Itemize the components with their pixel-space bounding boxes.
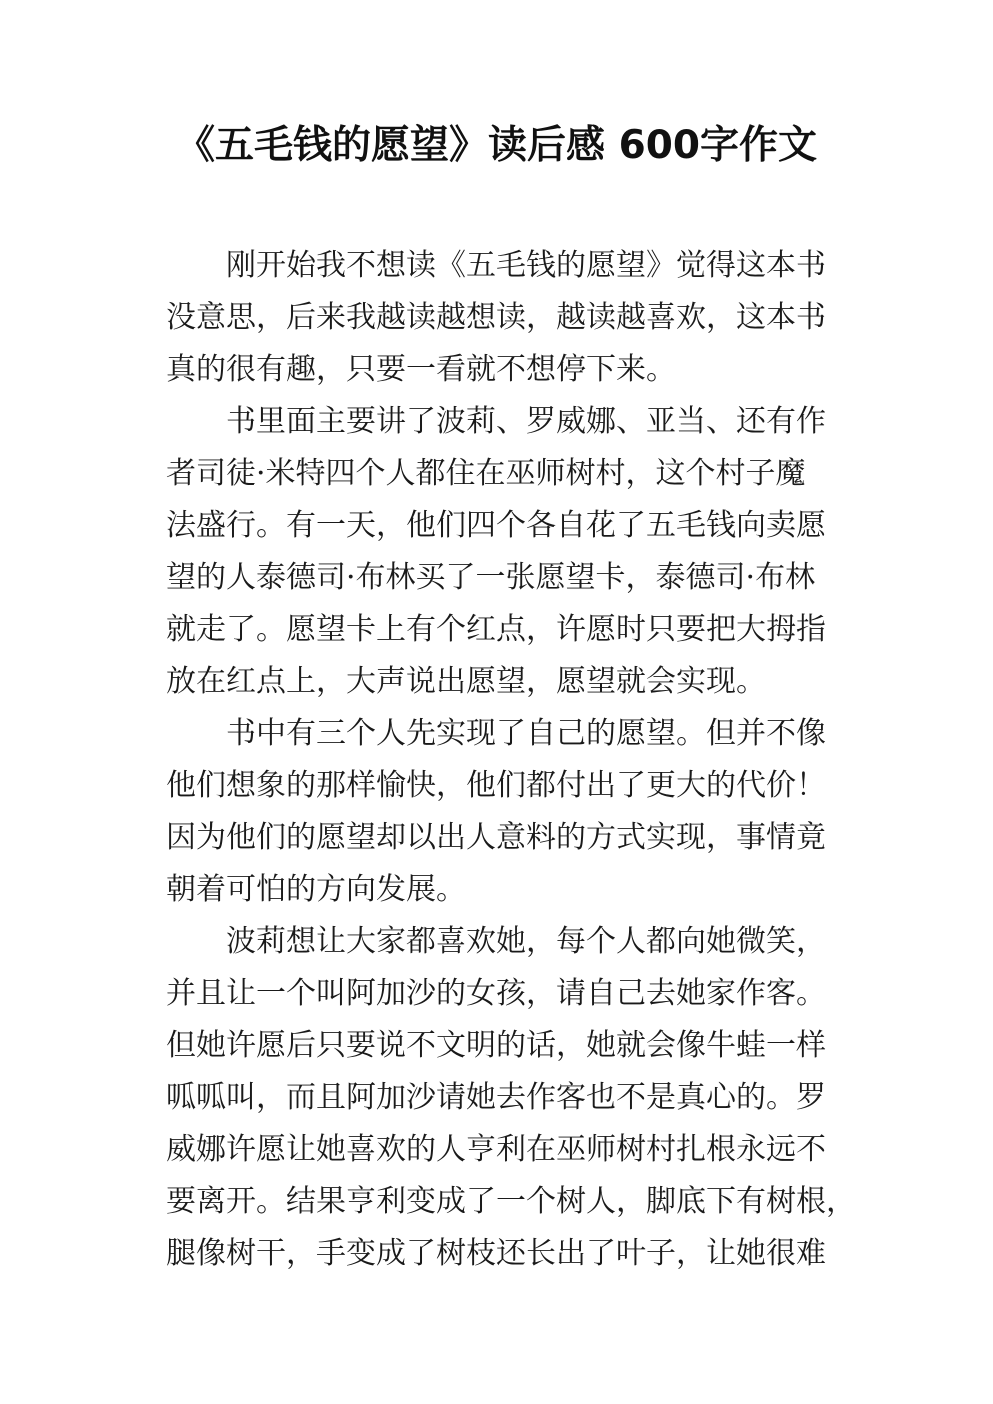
paragraph-line: 望的人泰德司·布林买了一张愿望卡，泰德司·布林 bbox=[166, 560, 816, 595]
paragraph-line: 要离开。结果亨利变成了一个树人，脚底下有树根， bbox=[166, 1184, 856, 1219]
paragraph-line: 刚开始我不想读《五毛钱的愿望》觉得这本书 bbox=[226, 248, 826, 283]
paragraph-line: 因为他们的愿望却以出人意料的方式实现，事情竟 bbox=[166, 820, 826, 855]
paragraph-line: 书中有三个人先实现了自己的愿望。但并不像 bbox=[226, 716, 826, 751]
paragraph-line: 者司徒·米特四个人都住在巫师树村，这个村子魔 bbox=[166, 456, 806, 491]
paragraph-line: 呱呱叫，而且阿加沙请她去作客也不是真心的。罗 bbox=[166, 1080, 826, 1115]
paragraph-line: 书里面主要讲了波莉、罗威娜、亚当、还有作 bbox=[226, 404, 826, 439]
paragraph-line: 并且让一个叫阿加沙的女孩，请自己去她家作客。 bbox=[166, 976, 826, 1011]
paragraph-line: 就走了。愿望卡上有个红点，许愿时只要把大拇指 bbox=[166, 612, 826, 647]
paragraph-line: 但她许愿后只要说不文明的话，她就会像牛蛙一样 bbox=[166, 1028, 826, 1063]
paragraph-line: 腿像树干，手变成了树枝还长出了叶子，让她很难 bbox=[166, 1236, 826, 1271]
paragraph-line: 朝着可怕的方向发展。 bbox=[166, 872, 466, 907]
paragraph-line: 波莉想让大家都喜欢她，每个人都向她微笑， bbox=[226, 924, 826, 959]
paragraph-line: 真的很有趣，只要一看就不想停下来。 bbox=[166, 352, 676, 387]
paragraph-line: 放在红点上，大声说出愿望，愿望就会实现。 bbox=[166, 664, 766, 699]
paragraph-line: 没意思，后来我越读越想读，越读越喜欢，这本书 bbox=[166, 300, 826, 335]
paragraph-line: 他们想象的那样愉快，他们都付出了更大的代价！ bbox=[166, 768, 826, 803]
paragraph-line: 法盛行。有一天，他们四个各自花了五毛钱向卖愿 bbox=[166, 508, 826, 543]
paragraph-line: 威娜许愿让她喜欢的人亨利在巫师树村扎根永远不 bbox=[166, 1132, 826, 1167]
essay-body bbox=[166, 240, 856, 1280]
document-title: 《五毛钱的愿望》读后感 600字作文 bbox=[176, 123, 817, 168]
